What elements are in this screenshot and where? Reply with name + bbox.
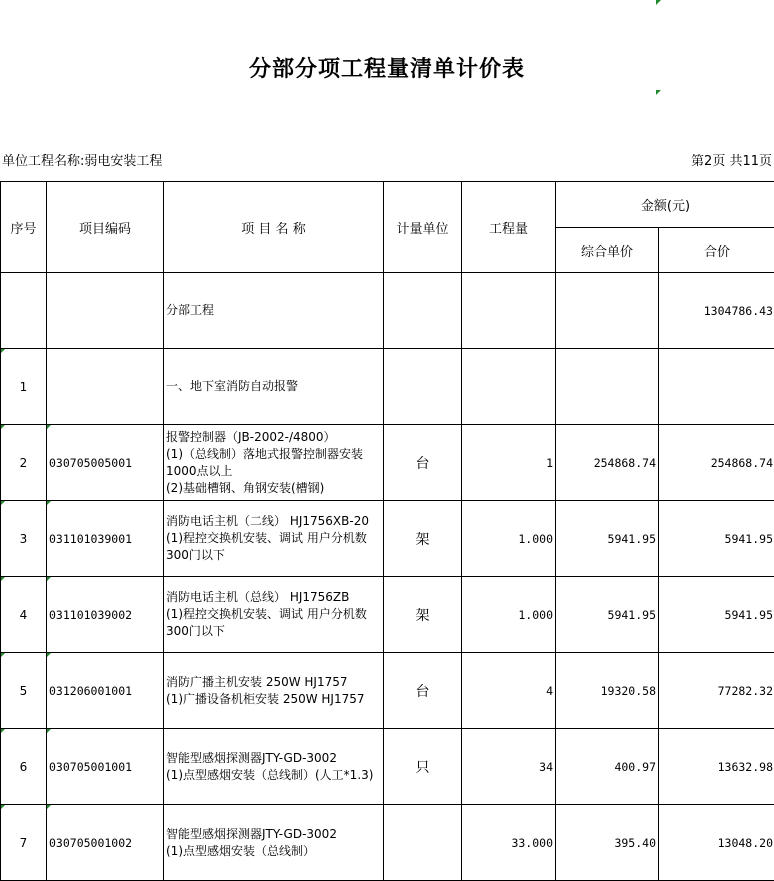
row-unit: 架 bbox=[384, 501, 462, 577]
cell-marker bbox=[47, 425, 51, 429]
row-unit: 台 bbox=[384, 653, 462, 729]
row-index-text: 5 bbox=[20, 684, 28, 698]
row-code bbox=[47, 273, 164, 349]
table-row bbox=[1, 729, 774, 805]
header-row-top bbox=[1, 182, 774, 228]
bill-of-quantities-table bbox=[0, 181, 774, 881]
row-unit-price: 400.97 bbox=[556, 729, 659, 805]
row-index-text: 2 bbox=[20, 456, 28, 470]
table-row bbox=[1, 805, 774, 881]
row-index-text: 7 bbox=[20, 836, 28, 850]
row-unit-price: 5941.95 bbox=[556, 501, 659, 577]
table-row bbox=[1, 577, 774, 653]
row-name: 智能型感烟探测器JTY-GD-3002 (1)点型感烟安装（总线制） bbox=[164, 805, 384, 881]
row-index-text: 3 bbox=[20, 532, 28, 546]
row-unit bbox=[384, 805, 462, 881]
row-code bbox=[47, 805, 164, 881]
cell-marker bbox=[47, 501, 51, 505]
row-code bbox=[47, 577, 164, 653]
table-row bbox=[1, 425, 774, 501]
table-row bbox=[1, 273, 774, 349]
row-total: 77282.32 bbox=[659, 653, 774, 729]
row-total: 254868.74 bbox=[659, 425, 774, 501]
row-unit-price: 19320.58 bbox=[556, 653, 659, 729]
report-title: 分部分项工程量清单计价表 bbox=[0, 52, 774, 83]
row-index bbox=[1, 577, 47, 653]
cell-marker bbox=[1, 577, 5, 581]
row-unit-price bbox=[556, 349, 659, 425]
row-code-text: 031101039001 bbox=[49, 532, 132, 546]
project-name-label: 单位工程名称:弱电安装工程 bbox=[2, 150, 162, 169]
row-name: 分部工程 bbox=[164, 273, 384, 349]
row-index bbox=[1, 273, 47, 349]
row-code bbox=[47, 425, 164, 501]
row-code-text: 030705005001 bbox=[49, 456, 132, 470]
row-code bbox=[47, 349, 164, 425]
cell-marker bbox=[1, 349, 5, 353]
header-unit-price: 综合单价 bbox=[556, 228, 659, 273]
row-quantity: 34 bbox=[462, 729, 556, 805]
row-unit: 只 bbox=[384, 729, 462, 805]
row-code-text: 030705001001 bbox=[49, 760, 132, 774]
row-unit bbox=[384, 349, 462, 425]
row-code-text: 031101039002 bbox=[49, 608, 132, 622]
table-row bbox=[1, 653, 774, 729]
row-code bbox=[47, 501, 164, 577]
row-quantity: 1.000 bbox=[462, 577, 556, 653]
cell-marker-top-right bbox=[656, 0, 661, 5]
header-unit: 计量单位 bbox=[384, 182, 462, 273]
row-unit-price: 5941.95 bbox=[556, 577, 659, 653]
row-index bbox=[1, 349, 47, 425]
table-row bbox=[1, 501, 774, 577]
row-code-text: 031206001001 bbox=[49, 684, 132, 698]
header-quantity: 工程量 bbox=[462, 182, 556, 273]
row-total: 5941.95 bbox=[659, 577, 774, 653]
header-index: 序号 bbox=[1, 182, 47, 273]
row-code-text: 030705001002 bbox=[49, 836, 132, 850]
row-index bbox=[1, 653, 47, 729]
row-unit bbox=[384, 273, 462, 349]
row-total: 13632.98 bbox=[659, 729, 774, 805]
row-total: 5941.95 bbox=[659, 501, 774, 577]
row-quantity: 1.000 bbox=[462, 501, 556, 577]
cell-marker bbox=[47, 805, 51, 809]
header-name: 项 目 名 称 bbox=[164, 182, 384, 273]
row-quantity bbox=[462, 273, 556, 349]
row-unit-price: 395.40 bbox=[556, 805, 659, 881]
row-code bbox=[47, 653, 164, 729]
cell-marker bbox=[47, 577, 51, 581]
row-name: 报警控制器（JB-2002-/4800） (1)（总线制）落地式报警控制器安装 1000点以上 (2)基础槽钢、角钢安装(槽钢) bbox=[164, 425, 384, 501]
cell-marker bbox=[1, 729, 5, 733]
cell-marker bbox=[1, 425, 5, 429]
row-code bbox=[47, 729, 164, 805]
row-index bbox=[1, 501, 47, 577]
row-index bbox=[1, 425, 47, 501]
row-name: 消防电话主机（二线） HJ1756XB-20 (1)程控交换机安装、调试 用户分机数 300门以下 bbox=[164, 501, 384, 577]
row-quantity: 4 bbox=[462, 653, 556, 729]
header-code: 项目编码 bbox=[47, 182, 164, 273]
page-info: 第2页 共11页 bbox=[691, 150, 772, 169]
row-name: 一、地下室消防自动报警 bbox=[164, 349, 384, 425]
row-total bbox=[659, 349, 774, 425]
row-quantity: 1 bbox=[462, 425, 556, 501]
cell-marker bbox=[47, 653, 51, 657]
row-name: 智能型感烟探测器JTY-GD-3002 (1)点型感烟安装（总线制）(人工*1.3) bbox=[164, 729, 384, 805]
row-name: 消防广播主机安装 250W HJ1757 (1)广播设备机柜安装 250W HJ1757 bbox=[164, 653, 384, 729]
row-total: 13048.20 bbox=[659, 805, 774, 881]
row-unit-price bbox=[556, 273, 659, 349]
row-total: 1304786.43 bbox=[659, 273, 774, 349]
row-index bbox=[1, 805, 47, 881]
cell-marker bbox=[47, 729, 51, 733]
row-unit: 架 bbox=[384, 577, 462, 653]
row-quantity bbox=[462, 349, 556, 425]
row-name: 消防电话主机（总线） HJ1756ZB (1)程控交换机安装、调试 用户分机数 300门以下 bbox=[164, 577, 384, 653]
row-index-text: 1 bbox=[20, 380, 28, 394]
header-total: 合价 bbox=[659, 228, 774, 273]
header-amount: 金额(元) bbox=[556, 182, 774, 228]
row-quantity: 33.000 bbox=[462, 805, 556, 881]
row-unit: 台 bbox=[384, 425, 462, 501]
cell-marker bbox=[1, 501, 5, 505]
cell-marker bbox=[1, 805, 5, 809]
row-unit-price: 254868.74 bbox=[556, 425, 659, 501]
table-row bbox=[1, 349, 774, 425]
cell-marker-title-right bbox=[656, 90, 661, 95]
row-index bbox=[1, 729, 47, 805]
row-index-text: 4 bbox=[20, 608, 28, 622]
cell-marker bbox=[1, 653, 5, 657]
row-index-text: 6 bbox=[20, 760, 28, 774]
